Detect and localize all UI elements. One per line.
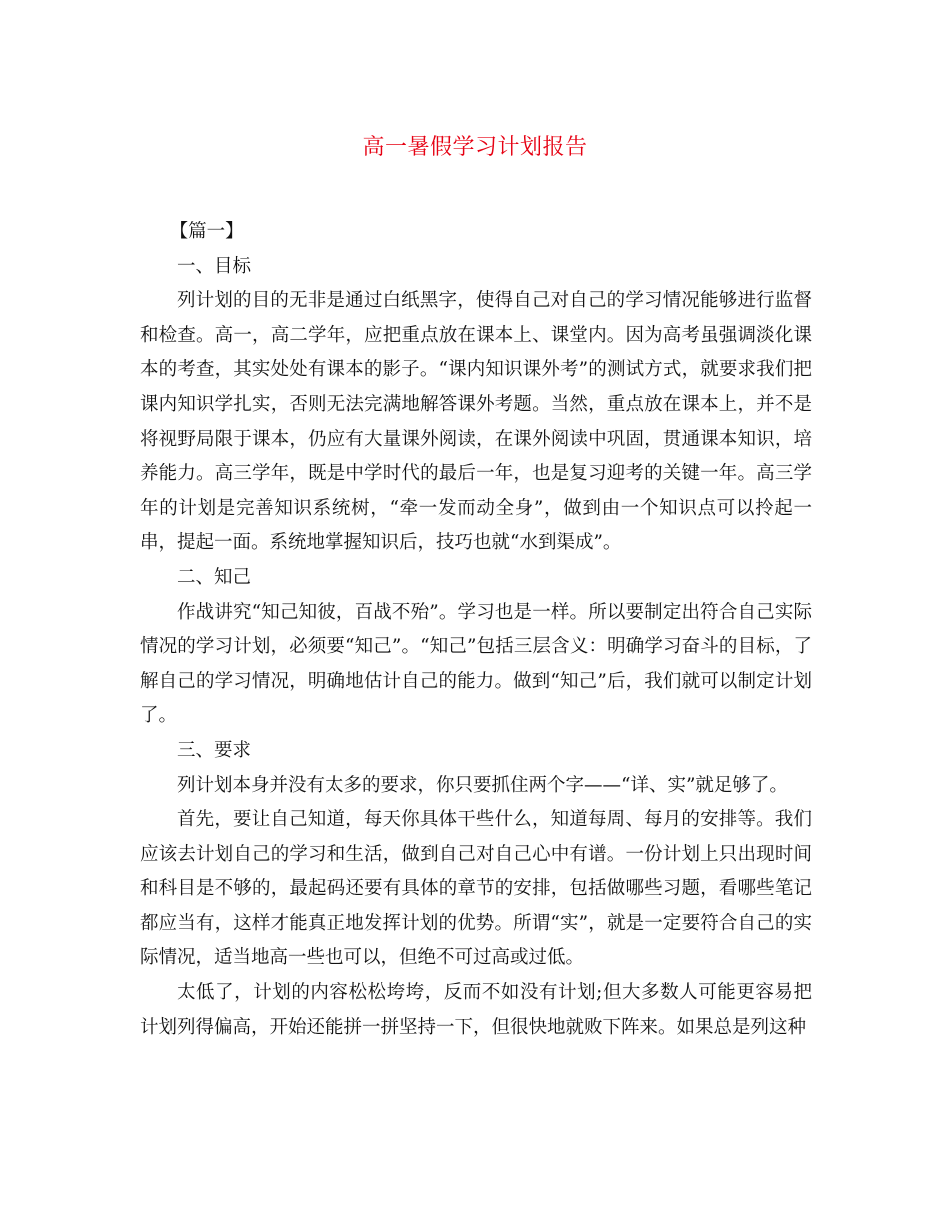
section-heading: 一、目标 [177,255,252,277]
section-heading: 三、要求 [177,739,252,761]
section-heading: 【篇一】 [169,221,244,242]
document-title: 高一暑假学习计划报告 [362,135,588,160]
document-body [140,215,812,1045]
body-paragraph: 作战讲究“知己知彼，百战不殆”。学习也是一样。所以要制定出符合自己实际情况的学习计划，必须要“知己”。“知己”包括三层含义：明确学习奋斗的目标，了解自己的学习情况，明确地估计自己的能力。做到“知己”后，我们就可以制定计划了。 [140,601,812,727]
section-heading: 二、知己 [177,566,252,588]
body-paragraph: 首先，要让自己知道，每天你具体干些什么，知道每周、每月的安排等。我们应该去计划自己的学习和生活，做到自己对自己心中有谱。一份计划上只出现时间和科目是不够的，最起码还要有具体的章节的安排，包括做哪些习题，看哪些笔记都应当有，这样才能真正地发挥计划的优势。所谓“实”，就是一定要符合自己的实际情况，适当地高一些也可以，但绝不可过高或过低。 [140,809,812,969]
body-paragraph: 列计划的目的无非是通过白纸黑字，使得自己对自己的学习情况能够进行监督和检查。高一，高二学年，应把重点放在课本上、课堂内。因为高考虽强调淡化课本的考查，其实处处有课本的影子。“课内知识课外考”的测试方式，就要求我们把课内知识学扎实，否则无法完满地解答课外考题。当然，重点放在课本上，并不是将视野局限于课本，仍应有大量课外阅读，在课外阅读中巩固，贯通课本知识，培养能力。高三学年，既是中学时代的最后一年，也是复习迎考的关键一年。高三学年的计划是完善知识系统树，“牵一发而动全身”，做到由一个知识点可以拎起一串，提起一面。系统地掌握知识后，技巧也就“水到渠成”。 [140,290,812,554]
body-paragraph: 太低了，计划的内容松松垮垮，反而不如没有计划;但大多数人可能更容易把计划列得偏高，开始还能拼一拼坚持一下，但很快地就败下阵来。如果总是列这种 [140,982,812,1038]
body-paragraph: 列计划本身并没有太多的要求，你只要抓住两个字——“详、实”就足够了。 [177,774,788,796]
